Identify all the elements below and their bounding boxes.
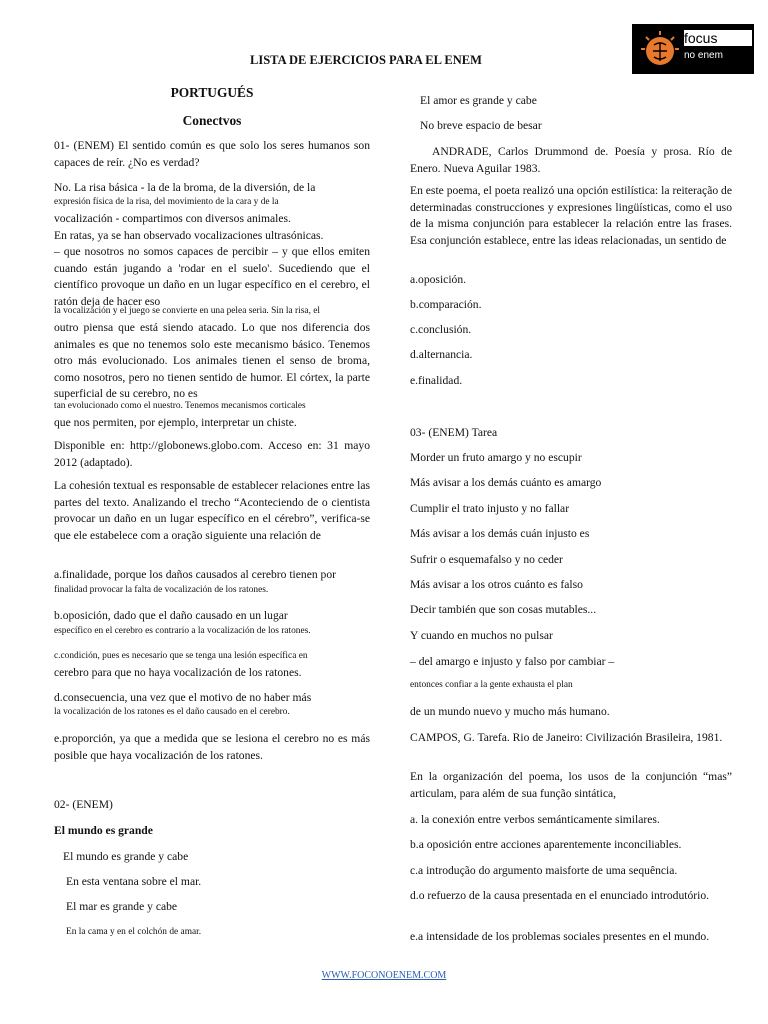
q3-option-a: a. la conexión entre verbos semánticamente similares. (410, 813, 660, 826)
q3-poem-line: Y cuando en muchos no pulsar (410, 629, 553, 642)
q3-stem: En la organización del poema, los usos de la conjunción “mas” articulam, para além de sua função sintática, (410, 770, 732, 800)
q3-poem-line: – del amargo e injusto y falso por cambiar – (410, 655, 615, 668)
q1-text-paragraph: – que nosotros no somos capaces de percibir – y que ellos emiten cuando están jugando a 'rodar en el suelo'. Sucediendo que el científico provoque un daño en un lugar específico en el cerebro, el ratón deja de hacer eso (54, 245, 370, 308)
q2-option: c.conclusión. (410, 323, 472, 336)
q1-option-d-cont: la vocalización de los ratones es el daño causado en el cerebro. (54, 707, 290, 717)
q1-option-a: a.finalidade, porque los daños causados al cerebro tienen por (54, 568, 337, 581)
q2-intro: 02- (ENEM) (54, 798, 113, 811)
footer (0, 970, 768, 981)
q1-text-line: que nos permiten, por ejemplo, interpretar un chiste. (54, 416, 297, 429)
poem-line: No breve espacio de besar (420, 119, 542, 132)
brain-icon (640, 29, 680, 69)
q2-stem: En este poema, el poeta realizó una opción estilística: la reiteração de determinadas construcciones y expresiones lingüísticas, como el uso de la misma conjunción para establecer la relación entre las frases. Esa conjunción establece, entre las ideas relacionadas, un sentido de (410, 184, 732, 247)
q1-option-c: c.condición, pues es necesario que se tenga una lesión específica en (54, 651, 308, 661)
q1-source: Disponible en: http://globonews.globo.com. Acceso en: 31 mayo 2012 (adaptado). (54, 439, 370, 469)
footer-link[interactable]: WWW.FOCONOENEM.COM (321, 970, 447, 981)
logo-text-no-enem: no enem (684, 50, 723, 61)
logo-text-focus: focus (684, 30, 718, 46)
q1-option-e: e.proporción, ya que a medida que se lesiona el cerebro no es más posible que haya vocalización de los ratones. (54, 732, 370, 762)
q3-poem-line: Más avisar a los demás cuán injusto es (410, 527, 590, 540)
poem-line: El mundo es grande y cabe (63, 850, 189, 863)
q1-text-line: No. La risa básica - la de la broma, de la diversión, de la (54, 181, 316, 194)
q3-option-d: d.o refuerzo de la causa presentada en el enunciado introdutório. (410, 889, 710, 902)
page-title: LISTA DE EJERCICIOS PARA EL ENEM (250, 53, 482, 67)
q3-poem-line: Cumplir el trato injusto y no fallar (410, 502, 570, 515)
poem-line: El mar es grande y cabe (66, 900, 178, 913)
q1-option-d: d.consecuencia, una vez que el motivo de no haber más (54, 691, 312, 704)
q2-option: e.finalidad. (410, 374, 463, 387)
q3-option-c: c.a introdução do argumento maisforte de uma sequência. (410, 864, 678, 877)
subject-heading: PORTUGUÉS (170, 85, 254, 100)
q2-option: a.oposición. (410, 273, 467, 286)
q1-text-line: la vocalización y el juego se convierte en una pelea seria. Sin la risa, el (54, 306, 321, 316)
q1-text-paragraph: outro piensa que está siendo atacado. Lo que nos diferencia dos animales es que no tenemos solo este mecanismo básico. Tenemos otro más evolucionado. Los animales tienen el senso de broma, como nosotros, pero no tienen sentido de humor. El córtex, la parte superficial de su cerebro, no es (54, 321, 370, 400)
q3-poem-line: entonces confiar a la gente exhausta el plan (410, 680, 573, 690)
q3-poem-line: de un mundo nuevo y mucho más humano. (410, 705, 610, 718)
q3-poem-line: Más avisar a los otros cuánto es falso (410, 578, 583, 591)
q2-poem-title: El mundo es grande (54, 824, 153, 837)
poem-line: En esta ventana sobre el mar. (66, 875, 202, 888)
q1-stem: La cohesión textual es responsable de establecer relaciones entre las partes del texto. Analizando el trecho “Aconteciendo de o cientista provocar un daño en un lugar específico en el cérebro”, verifica-se que ele estabelece com a oração siguiente una relación de (54, 479, 370, 542)
q3-option-e: e.a intensidade de los problemas sociales presentes en el mundo. (410, 930, 710, 943)
q3-intro: 03- (ENEM) Tarea (410, 426, 498, 439)
q2-option: d.alternancia. (410, 348, 473, 361)
q1-text-line: En ratas, ya se han observado vocalizaciones ultrasónicas. (54, 229, 324, 242)
q3-poem-line: Morder un fruto amargo y no escupir (410, 451, 582, 464)
q1-option-b: b.oposición, dado que el daño causado en un lugar (54, 609, 288, 622)
q2-option: b.comparación. (410, 298, 482, 311)
poem-line: El amor es grande y cabe (420, 94, 537, 107)
q1-option-c-cont: cerebro para que no haya vocalización de los ratones. (54, 666, 302, 679)
focus-logo (632, 24, 754, 74)
q1-option-a-cont: finalidad provocar la falta de vocalización de los ratones. (54, 585, 269, 595)
q1-text-line: expresión física de la risa, del movimiento de la cara y de la (54, 197, 279, 207)
q1-text-line: tan evolucionado como el nuestro. Tenemos mecanismos corticales (54, 401, 306, 411)
q3-source: CAMPOS, G. Tarefa. Rio de Janeiro: Civilización Brasileira, 1981. (410, 731, 723, 744)
q2-source: ANDRADE, Carlos Drummond de. Poesía y prosa. Río de Enero. Nueva Aguilar 1983. (410, 145, 732, 175)
q3-poem-line: Decir también que son cosas mutables... (410, 603, 597, 616)
q3-option-b: b.a oposición entre acciones aparentemente inconciliables. (410, 838, 682, 851)
q3-poem-line: Más avisar a los demás cuánto es amargo (410, 476, 602, 489)
poem-line: En la cama y en el colchón de amar. (66, 927, 202, 937)
q1-text-line: vocalización - compartimos con diversos animales. (54, 212, 291, 225)
q1-option-b-cont: específico en el cerebro es contrario a la vocalización de los ratones. (54, 626, 311, 636)
topic-heading: Conectvos (182, 113, 242, 128)
q3-poem-line: Sufrir o esquemafalso y no ceder (410, 553, 563, 566)
q1-intro: 01- (ENEM) El sentido común es que solo los seres humanos son capaces de reír. ¿No es verdad? (54, 139, 370, 169)
